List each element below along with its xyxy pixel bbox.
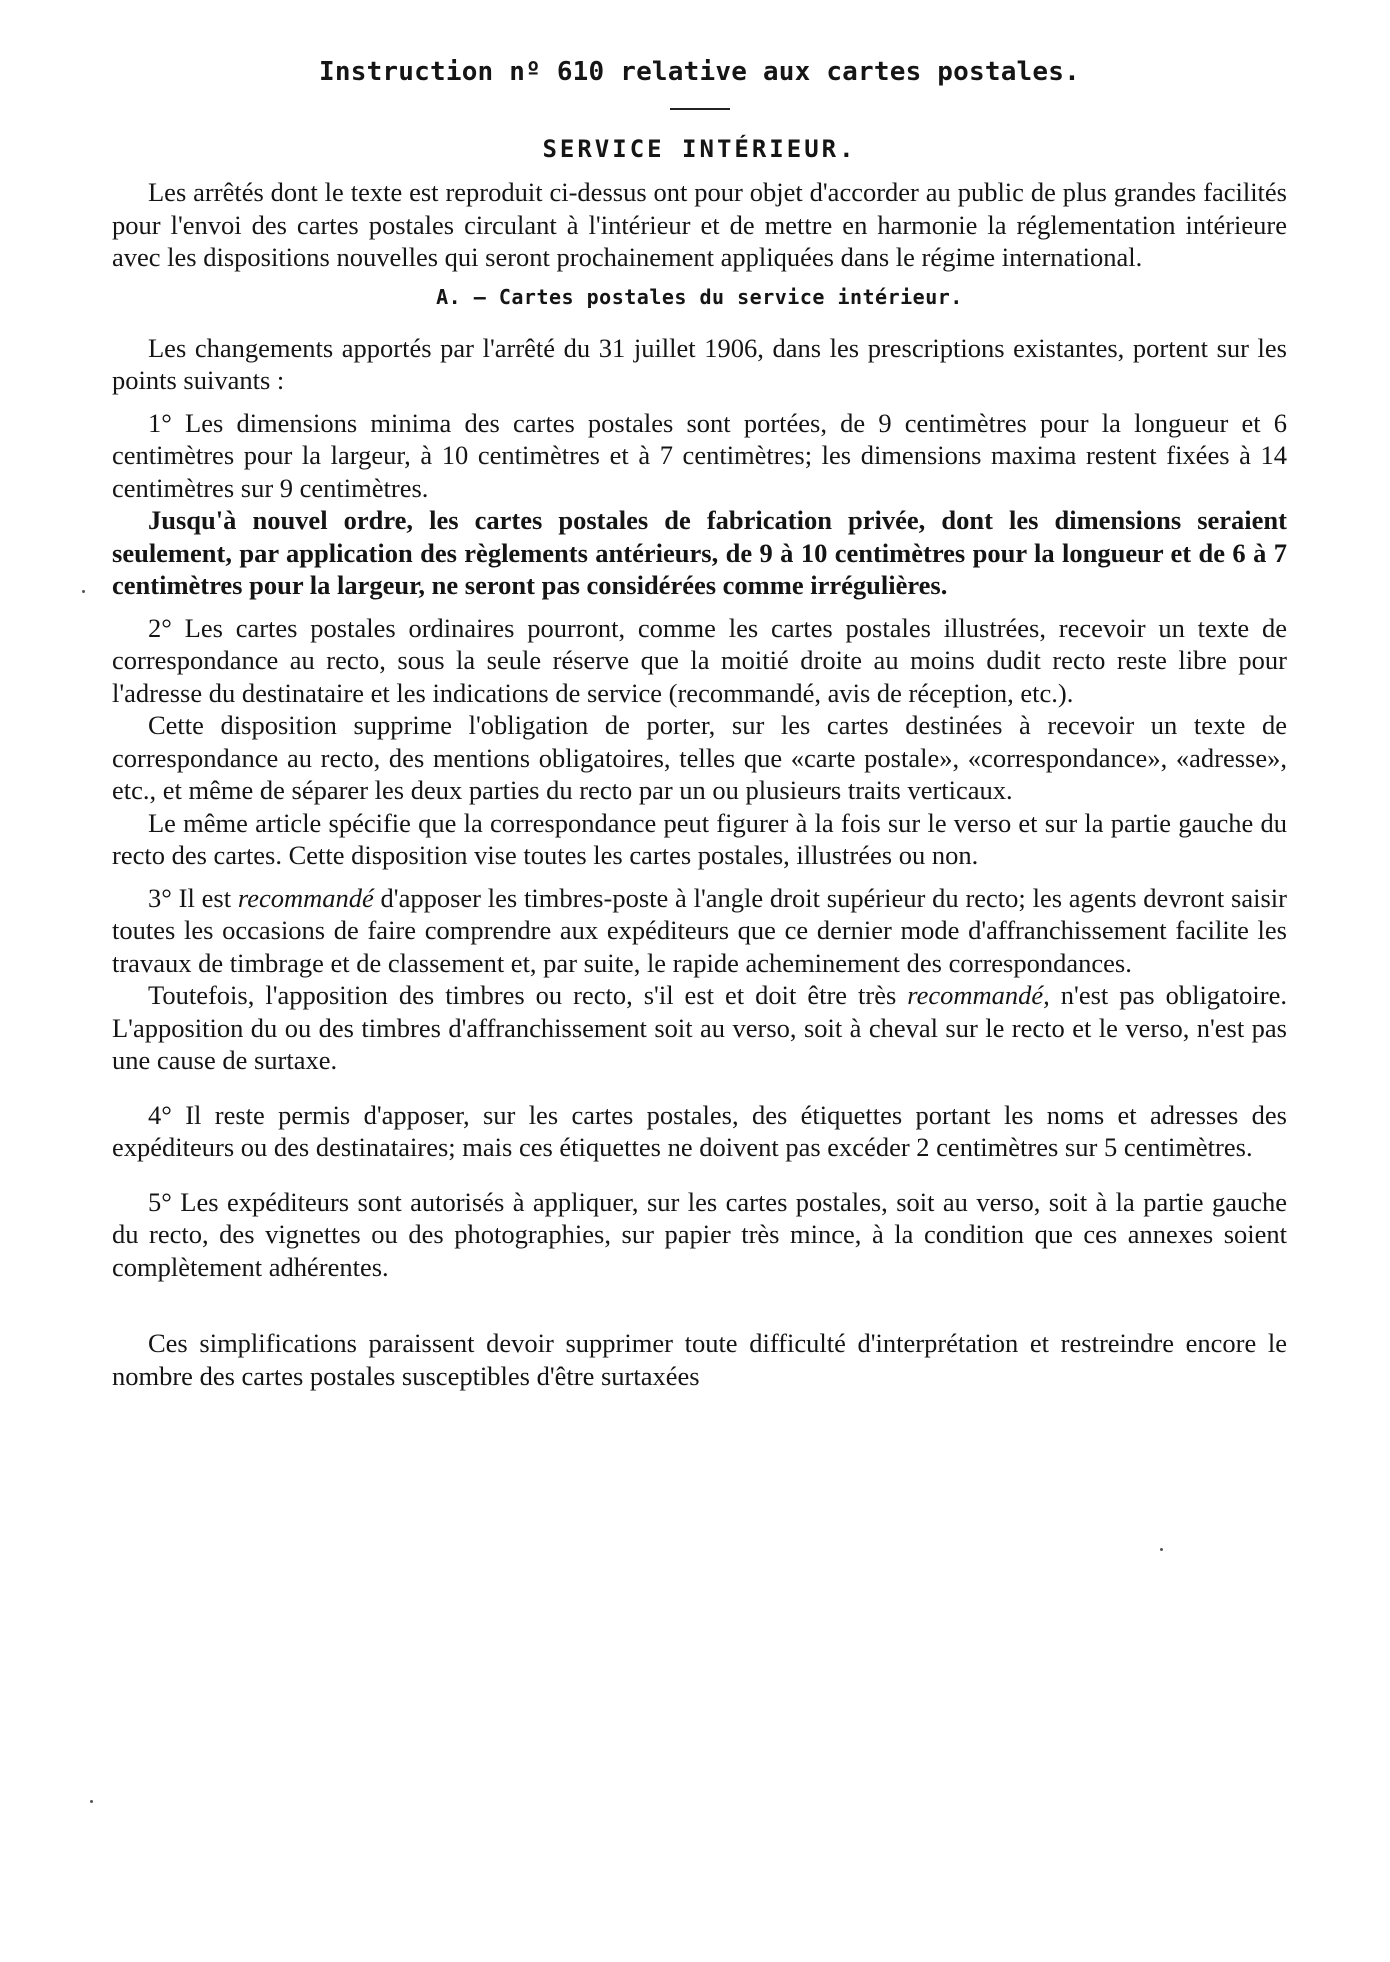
point-2-paragraph: 2° Les cartes postales ordinaires pourront, comme les cartes postales illustrées, recevoir un texte de correspondance au recto, sous la seule réserve que la moitié droite au moins dudit recto reste libre pour l'adresse du destinataire et les indications de service (recommandé, avis de réception, etc.).: [112, 612, 1287, 708]
point-3-emphasis: recommandé: [237, 882, 374, 913]
point-1-note-paragraph: Jusqu'à nouvel ordre, les cartes postales de fabrication privée, dont les dimensions seraient seulement, par application des règlements antérieurs, de 9 à 10 centimètres pour la longueur et de 6 à 7 centimètres pour la largeur, ne seront pas considérées comme irrégulières.: [112, 505, 1287, 600]
title-divider: [670, 108, 730, 110]
point-3-paragraph: [112, 882, 1287, 980]
scan-speck: [1160, 1548, 1163, 1551]
scan-speck: [82, 590, 85, 593]
point-3-note-start: Toutefois, l'apposition des timbres ou recto, s'il est et doit être très: [148, 980, 908, 1010]
point-2-note-2-paragraph: Le même article spécifie que la correspondance peut figurer à la fois sur le verso et sur la partie gauche du recto des cartes. Cette disposition vise toutes les cartes postales, illustrées ou non.: [112, 807, 1287, 870]
conclusion-paragraph: Ces simplifications paraissent devoir supprimer toute difficulté d'interprétation et restreindre encore le nombre des cartes postales susceptibles d'être surtaxées: [112, 1328, 1287, 1391]
point-3-note-emphasis: recommandé,: [907, 980, 1050, 1010]
changes-intro-paragraph: Les changements apportés par l'arrêté du 31 juillet 1906, dans les prescriptions existantes, portent sur les points suivants :: [112, 332, 1287, 395]
point-3-note-paragraph: [112, 979, 1287, 1077]
point-3-note-end: n'est pas obligatoire. L'apposition du ou des timbres d'affranchissement soit au verso, soit à cheval sur le recto et le verso, n'est pas une cause de surtaxe.: [112, 980, 1288, 1075]
intro-paragraph: Les arrêtés dont le texte est reproduit ci-dessus ont pour objet d'accorder au public de plus grandes facilités pour l'envoi des cartes postales circulant à l'intérieur et de mettre en harmonie la réglementation intérieure avec les dispositions nouvelles qui seront prochainement appliquées dans le régime international.: [112, 177, 1287, 272]
point-1-paragraph: 1° Les dimensions minima des cartes postales sont portées, de 9 centimètres pour la longueur et 6 centimètres pour la largeur, à 10 centimètres et à 7 centimètres; les dimensions maxima restent fixées à 14 centimètres sur 9 centimètres.: [112, 407, 1287, 503]
point-2-note-1-paragraph: Cette disposition supprime l'obligation de porter, sur les cartes destinées à recevoir un texte de correspondance au recto, des mentions obligatoires, telles que «carte postale», «correspondance», «adresse», etc., et même de séparer les deux parties du recto par un ou plusieurs traits verticaux.: [112, 710, 1287, 805]
section-title: SERVICE INTÉRIEUR.: [542, 135, 857, 163]
point-5-paragraph: 5° Les expéditeurs sont autorisés à appliquer, sur les cartes postales, soit au verso, soit à la partie gauche du recto, des vignettes ou des photographies, sur papier très mince, à la condition que ces annexes soient complètement adhérentes.: [112, 1186, 1287, 1282]
point-3-start: 3° Il est: [148, 882, 238, 913]
document-page: [112, 52, 1287, 1392]
scan-speck: [90, 1800, 93, 1803]
document-title: Instruction nº 610 relative aux cartes postales.: [319, 57, 1080, 87]
document-body: [112, 176, 1287, 1392]
point-3-end: d'apposer les timbres-poste à l'angle droit supérieur du recto; les agents devront saisir toutes les occasions de faire comprendre aux expéditeurs que ce dernier mode d'affranchissement facilite les travaux de timbrage et de classement et, par suite, le rapide acheminement des correspondances.: [112, 882, 1287, 978]
subsection-title: A. — Cartes postales du service intérieur.: [436, 284, 963, 309]
point-4-paragraph: 4° Il reste permis d'apposer, sur les cartes postales, des étiquettes portant les noms et adresses des expéditeurs ou des destinataires; mais ces étiquettes ne doivent pas excéder 2 centimètres sur 5 centimètres.: [112, 1099, 1287, 1162]
